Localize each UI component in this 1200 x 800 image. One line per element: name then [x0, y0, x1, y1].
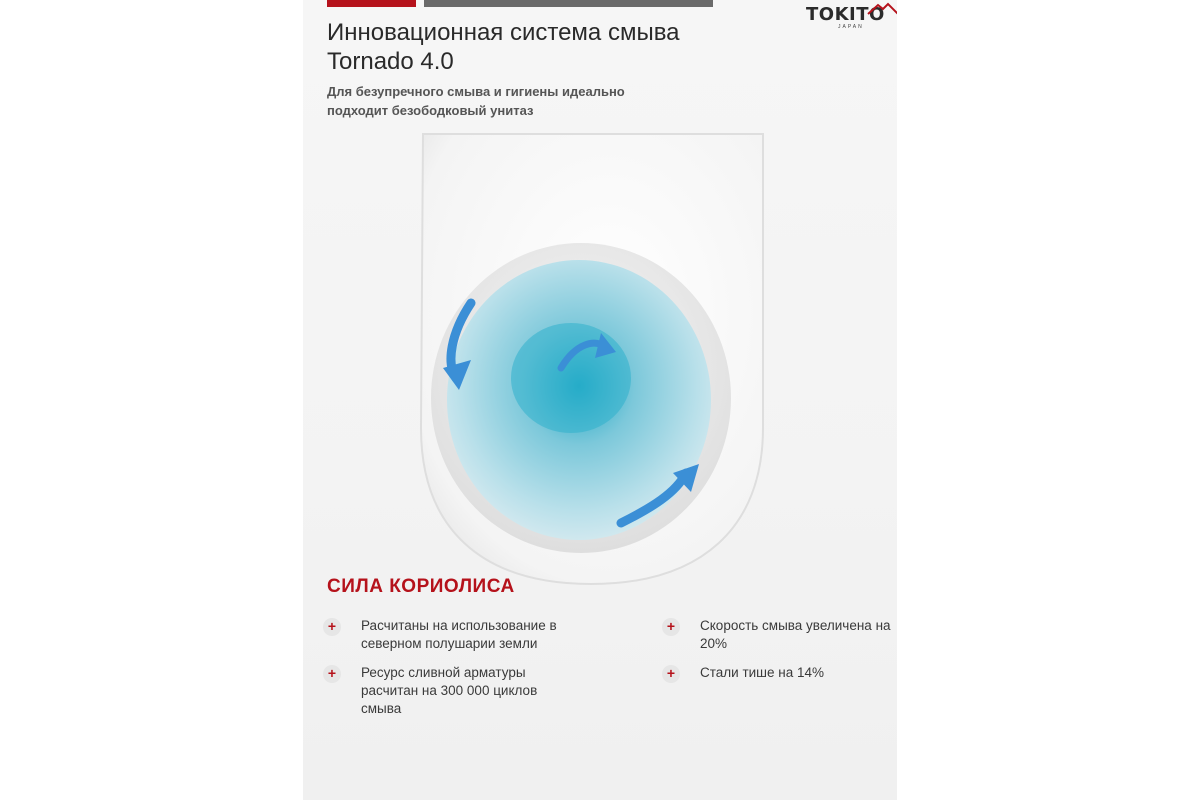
page-subtitle: Для безупречного смыва и гигиены идеально подходит безободковый унитаз — [327, 84, 625, 118]
section-title: СИЛА КОРИОЛИСА — [327, 576, 515, 597]
logo-mark-icon — [866, 2, 897, 16]
accent-bar-gray — [424, 0, 713, 7]
accent-bar-red — [327, 0, 416, 7]
product-card — [303, 0, 897, 800]
plus-icon: + — [662, 618, 680, 636]
logo-sub: JAPAN — [838, 24, 864, 30]
feature-text: Скорость смыва увеличена на 20% — [700, 618, 891, 651]
toilet-bowl-image — [411, 128, 771, 590]
page-title: Инновационная система смыва Tornado 4.0 — [327, 19, 680, 75]
feature-text: Расчитаны на использование в северном полушарии земли — [361, 618, 557, 651]
plus-icon: + — [323, 618, 341, 636]
feature-item — [662, 617, 897, 653]
feature-item — [323, 617, 623, 653]
feature-item — [662, 664, 897, 683]
feature-text: Стали тише на 14% — [700, 665, 825, 680]
brand-logo — [806, 2, 897, 32]
plus-icon: + — [323, 665, 341, 683]
feature-item — [323, 664, 623, 718]
logo-word: TOKITO — [806, 4, 885, 25]
plus-icon: + — [662, 665, 680, 683]
feature-text: Ресурс сливной арматуры расчитан на 300 000 циклов смыва — [361, 665, 538, 716]
